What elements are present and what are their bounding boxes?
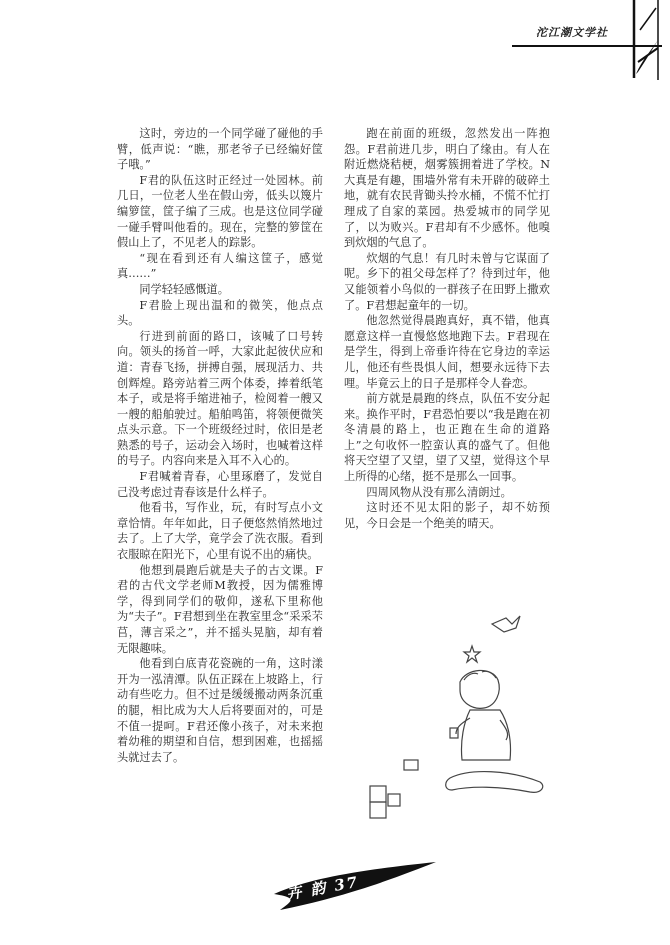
magazine-logo [512, 0, 662, 80]
child-illustration [360, 610, 560, 830]
paragraph: F君脸上现出温和的微笑，他点点头。 [117, 298, 323, 328]
paragraph: F君喊着青春，心里琢磨了，发觉自己没考虑过青春该是什么样子。 [117, 470, 323, 499]
paragraph: 他看到白底青花瓷碗的一角，这时漾开为一泓清潭。队伍正踩在上坡路上，行动有些吃力。但不过是缓缓搬动两条沉重的腿，相比成为大人后将要面对的，可是不值一提呵。F君还像小孩子，对未来抱着幼稚的期望和自信，想到困难，也摇摇头就过去了。 [117, 657, 323, 764]
paragraph: 这时，旁边的一个同学碰了碰他的手臂，低声说：“瞧，那老爷子已经编好筐子哦。” [117, 127, 323, 172]
paragraph: F君的队伍这时正经过一处园林。前几日，一位老人坐在假山旁，低头以篾片编箩筐，筐子编了三成。也是这位同学碰一碰手臂叫他看的。现在，完整的箩筐在假山上了，不见老人的踪影。 [117, 173, 323, 250]
paragraph: “现在看到还有人编这筐子，感觉真……” [117, 251, 323, 281]
paragraph: 他忽然觉得晨跑真好，真不错，他真愿意这样一直慢悠悠地跑下去。F君现在是学生，得到上帝垂许待在它身边的幸运儿，他还有些畏惧人间，想要永远待下去哩。毕竟云上的日子是那样令人眷恋。 [344, 314, 550, 390]
paragraph: 这时还不见太阳的影子，却不妨预见，今日会是一个绝美的晴天。 [344, 501, 550, 530]
paragraph: 他看书，写作业，玩，有时写点小文章恰情。年年如此，日子便悠然悄然地过去了。上了大学，竟学会了洗衣服。看到衣服晾在阳光下，心里有说不出的痛快。 [117, 501, 323, 562]
page-number: 卉 韵 37 [285, 872, 361, 904]
article-column-left [117, 126, 323, 765]
paragraph: 他想到晨跑后就是夫子的古文课。F君的古代文学老师M教授，因为儒雅博学，得到同学们的敬仰，遂私下里称他为“夫子”。F君想到坐在教室里念“采采芣苢，薄言采之”，并不摇头晃脑，却有着无限趣味。 [117, 563, 323, 655]
paragraph: 同学轻轻感慨道。 [139, 282, 229, 296]
magazine-name: 沱江潮文学社 [536, 26, 608, 39]
paragraph: 炊烟的气息！有几时未曾与它谋面了呢。乡下的祖父母怎样了？待到过年，他又能领着小鸟似的一群孩子在田野上撒欢了。F君想起童年的一切。 [344, 251, 550, 312]
paragraph: 跑在前面的班级，忽然发出一阵抱怨。F君前进几步，明白了缘由。有人在附近燃烧秸梗，烟雾簇拥着进了学校。N大真是有趣，围墙外常有未开辟的破碎土地，就有农民背锄头拎水桶，不慌不忙打理成了自家的菜园。热爱城市的同学见了，以为败兴。F君却有不少感怀。他嗅到炊烟的气息了。 [344, 127, 550, 250]
star-icon [464, 646, 480, 662]
bird-icon [492, 616, 520, 632]
paragraph: 四周风物从没有那么清朗过。 [366, 485, 512, 499]
article-column-right [344, 126, 550, 531]
paragraph: 行进到前面的路口，该喊了口号转向。领头的扬首一呼，大家此起彼伏应和道：青春飞扬，拼搏自强，展现活力、共创辉煌。路旁站着三两个体委，捧着纸笔本子，或是将手缩进袖子，检阅着一艘又一艘的船舶驶过。船舶鸣笛，将领便微笑点头示意。下一个班级经过时，依旧是老熟悉的号子，运动会入场时，也喊着这样的号子。内容向来是入耳不入心的。 [117, 329, 323, 468]
paragraph: 前方就是晨跑的终点，队伍不安分起来。换作平时，F君恐怕要以“我是跑在初冬清晨的路上，也正跑在生命的道路上”之句收怀一腔蛮认真的盛气了。但他将天空望了又望，望了又望，觉得这个早上所得的心绪，挺不是那么一回事。 [344, 392, 550, 484]
